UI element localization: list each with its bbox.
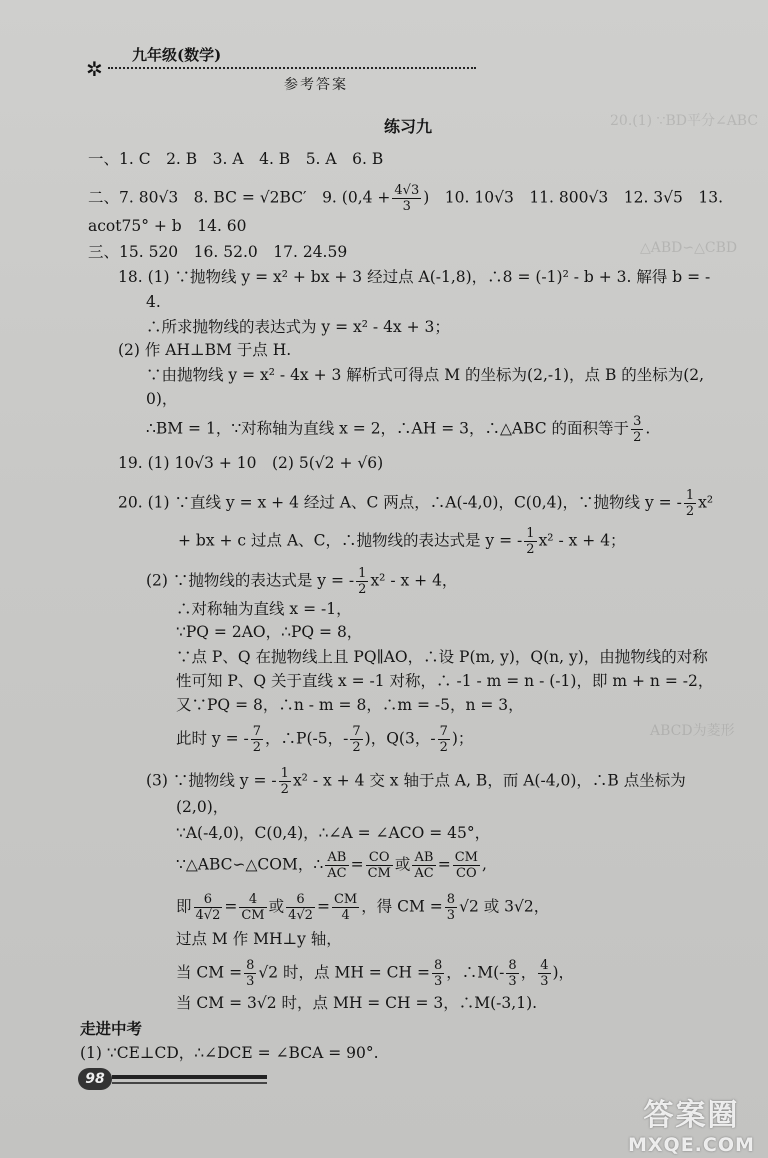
answer-line: ∴对称轴为直线 x = -1， (176, 600, 352, 618)
answer-line: 性可知 P、Q 关于直线 x = -1 对称，∴ -1 - m = n - (-1)，即 m + n = -2， (176, 672, 714, 690)
answer-line: 0)， (146, 390, 178, 408)
answer-line: (2) 作 AH⊥BM 于点 H. (118, 341, 292, 359)
answer-line: 一、1. C 2. B 3. A 4. B 5. A 6. B (88, 150, 384, 168)
answer-line: ∵由抛物线 y = x² - 4x + 3 解析式可得点 M 的坐标为(2,-1)，点 B 的坐标为(2, (146, 366, 705, 384)
answer-line: 当 CM = $\frac{8}{3}$ √2 时，点 MH = CH = $\frac{8}{3}$ ，∴M(- $\frac{8}{3}$ ， $\frac{4}{3}$ )， (176, 958, 575, 989)
answer-line: 即 $\frac{6}{4√2}$ = $\frac{4}{CM}$ 或 $\frac{6}{4√2}$ = $\frac{CM}{4}$ ，得 CM = $\frac{8}{3}$ √2 或 3√2， (176, 892, 550, 923)
page-number: 98 (78, 1068, 112, 1090)
flower-icon: ✲ (86, 57, 103, 81)
footer-rule (112, 1075, 267, 1079)
answer-line: ∵A(-4,0)，C(0,4)，∴∠A = ∠ACO = 45°， (176, 824, 491, 842)
grade-label: 九年级(数学) (132, 46, 222, 64)
answer-line: ∵△ABC∽△COM，∴ $\frac{AB}{AC}$ = $\frac{CO}{CM}$ 或 $\frac{AB}{AC}$ = $\frac{CM}{CO}$ , (176, 850, 487, 881)
answer-line: (2) ∵抛物线的表达式是 y = - $\frac{1}{2}$ x² - x + 4， (146, 566, 458, 597)
answer-title: 参考答案 (284, 77, 348, 93)
answer-line: (2,0)， (176, 798, 229, 816)
answer-line: 过点 M 作 MH⊥y 轴， (176, 930, 342, 948)
answer-line: (3) ∵抛物线 y = - $\frac{1}{2}$ x² - x + 4 交 x 轴于点 A, B，而 A(-4,0)，∴B 点坐标为 (146, 766, 686, 797)
section-heading: 走进中考 (80, 1019, 143, 1038)
answer-line: + bx + c 过点 A、C，∴抛物线的表达式是 y = - $\frac{1}{2}$ x² - x + 4； (178, 526, 626, 557)
answer-line: 4. (146, 293, 161, 311)
answer-line: ∴所求抛物线的表达式为 y = x² - 4x + 3； (146, 318, 450, 336)
answer-line: 18. (1) ∵抛物线 y = x² + bx + 3 经过点 A(-1,8)，∴8 = (-1)² - b + 3. 解得 b = - (118, 268, 711, 286)
answer-line: 二、7. 80√3 8. BC = √2BC′ 9. (0,4 + $\frac{4√3}{3}$ ) 10. 10√3 11. 800√3 12. 3√5 13. (88, 183, 724, 214)
header-dotted-rule (108, 67, 476, 69)
section-title: 练习九 (384, 117, 433, 136)
answer-line: 又∵PQ = 8，∴n - m = 8，∴m = -5，n = 3， (176, 696, 524, 714)
answer-line: ∵PQ = 2AO，∴PQ = 8， (176, 623, 363, 641)
answer-line: 20. (1) ∵直线 y = x + 4 经过 A、C 两点，∴A(-4,0)，C(0,4)，∵抛物线 y = - $\frac{1}{2}$ x² (118, 488, 714, 519)
answer-line: acot75° + b 14. 60 (88, 217, 247, 235)
footer-rule-thin (112, 1082, 267, 1084)
answer-line: ∴BM = 1，∵对称轴为直线 x = 2，∴AH = 3，∴△ABC 的面积等于 $\frac{3}{2}$ . (146, 414, 651, 445)
document-page: ✲ 九年级(数学) 参考答案 20.(1) ∵BD平分∠ABC △ABD∽△CBD ABCD为菱形 练习九 一、1. C 2. B 3. A 4. B 5. A 6. B 二、7. 80√3 8. BC = √2BC′ 9. (0,4 + $\frac{4√3}{3}$ ) 10. 10√3 11. 800√3 12. 3√5 13. acot75° + b 14. 60 三、15. 520 16. 52.0 17. 24.59 18. (1) ∵抛物线 y = x² + bx + 3 经过点 A(-1,8)，∴8 = (-1)² - b + 3. 解得 b = - 4. ∴所求抛物线的表达式为 y = x² - 4x + 3； (2) 作 AH⊥BM 于点 H. ∵由抛物线 y = x² - 4x + 3 解析式可得点 M 的坐标为(2,-1)，点 B 的坐标为(2, 0)， ∴BM = 1，∵对称轴为直线 x = 2，∴AH = 3，∴△ABC 的面积等于 $\frac{3}{2}$ . 19. (1) 10√3 + 10 (2) 5(√2 + √6) 20. (1) ∵直线 y = x + 4 经过 A、C 两点，∴A(-4,0)，C(0,4)，∵抛物线 y = - $\frac{1}{2}$ x² + bx + c 过点 A、C，∴抛物线的表达式是 y = - $\frac{1}{2}$ x² - x + 4； (2) ∵抛物线的表达式是 y = - $\frac{1}{2}$ x² - x + 4， ∴对称轴为直线 x = -1， ∵PQ = 2AO，∴PQ = 8， ∵点 P、Q 在抛物线上且 PQ∥AO，∴设 P(m, y)，Q(n, y)，由抛物线的对称 性可知 P、Q 关于直线 x = -1 对称，∴ -1 - m = n - (-1)，即 m + n = -2， 又∵PQ = 8，∴n - m = 8，∴m = -5，n = 3， 此时 y = - $\frac{7}{2}$ ，∴P(-5，- $\frac{7}{2}$ )，Q(3，- $\frac{7}{2}$ )； (3) ∵抛物线 y = - $\frac{1}{2}$ x² - x + 4 交 x 轴于点 A, B，而 A(-4,0)，∴B 点坐标为 (2,0)， ∵A(-4,0)，C(0,4)，∴∠A = ∠ACO = 45°， ∵△ABC∽△COM，∴ $\frac{AB}{AC}$ = $\frac{CO}{CM}$ 或 $\frac{AB}{AC}$ = $\frac{CM}{CO}$ , 即 $\frac{6}{4√2}$ = $\frac{4}{CM}$ 或 $\frac{6}{4√2}$ = $\frac{CM}{4}$ ，得 CM = $\frac{8}{3}$ √2 或 3√2， 过点 M 作 MH⊥y 轴， 当 CM = $\frac{8}{3}$ √2 时，点 MH = CH = $\frac{8}{3}$ ，∴M(- $\frac{8}{3}$ ， $\frac{4}{3}$ )， 当 CM = 3√2 时，点 MH = CH = 3，∴M(-3,1). 走进中考 (1) ∵CE⊥CD，∴∠DCE = ∠BCA = 90°. 98 答案圈 MXQE.COM (0, 0, 768, 1158)
answer-line: 三、15. 520 16. 52.0 17. 24.59 (88, 243, 348, 261)
answer-line: (1) ∵CE⊥CD，∴∠DCE = ∠BCA = 90°. (80, 1044, 379, 1062)
answer-line: ∵点 P、Q 在抛物线上且 PQ∥AO，∴设 P(m, y)，Q(n, y)，由抛物线的对称 (176, 648, 708, 666)
answer-line: 当 CM = 3√2 时，点 MH = CH = 3，∴M(-3,1). (176, 994, 538, 1012)
answer-line: 19. (1) 10√3 + 10 (2) 5(√2 + √6) (118, 454, 384, 472)
watermark: 答案圈 MXQE.COM (628, 1098, 755, 1156)
answer-line: 此时 y = - $\frac{7}{2}$ ，∴P(-5，- $\frac{7}{2}$ )，Q(3，- $\frac{7}{2}$ )； (176, 724, 474, 755)
